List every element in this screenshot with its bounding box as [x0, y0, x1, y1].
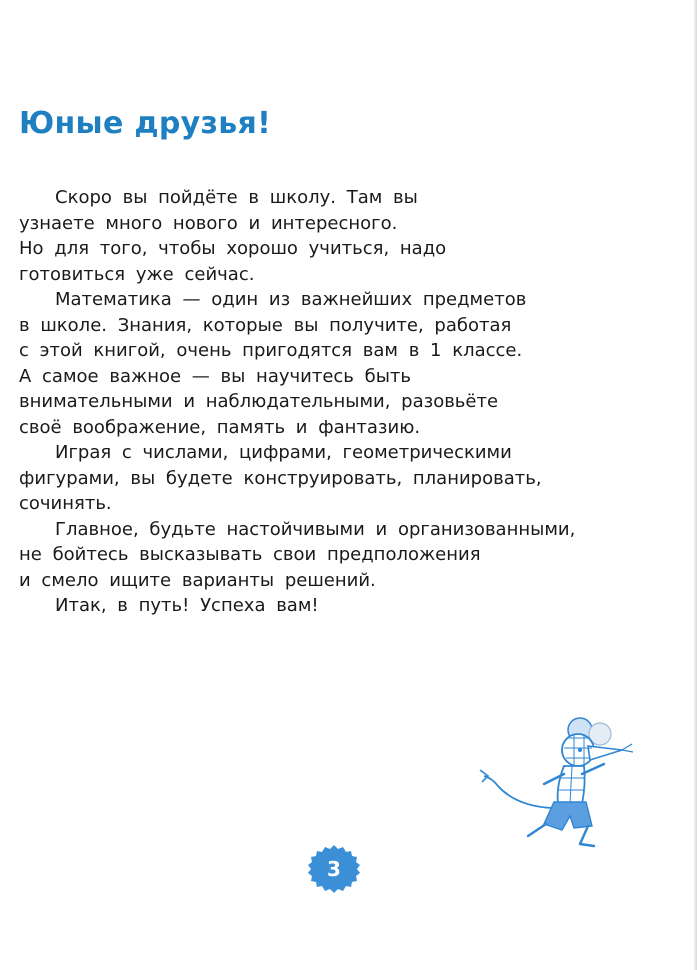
paragraph-line: Главное, будьте настойчивыми и организованными,	[55, 518, 576, 540]
paragraph-line: Скоро вы пойдёте в школу. Там вы	[55, 187, 418, 208]
paragraph-line: узнаете много нового и интересного.	[19, 212, 398, 234]
paragraph-line: в школе. Знания, которые вы получите, работая	[19, 314, 512, 336]
paragraph-line: Играя с числами, цифрами, геометрическими	[55, 442, 512, 463]
paragraph-line: А самое важное — вы научитесь быть	[19, 365, 412, 387]
paragraph-line: фигурами, вы будете конструировать, планировать,	[19, 467, 542, 489]
page-title: Юные друзья!	[19, 106, 272, 141]
paragraph-line: и смело ищите варианты решений.	[19, 569, 376, 591]
paragraph-line: не бойтесь высказывать свои предположения	[19, 544, 481, 565]
paragraph-line: Математика — один из важнейших предметов	[55, 289, 527, 310]
paragraph-line: своё воображение, память и фантазию.	[19, 416, 421, 438]
running-mouse-icon	[476, 716, 636, 851]
paragraph-line: с этой книгой, очень пригодятся вам в 1 классе.	[19, 340, 523, 361]
intro-text	[19, 185, 619, 619]
paragraph-line: внимательными и наблюдательными, разовьёте	[19, 391, 499, 412]
paragraph-line: Итак, в путь! Успеха вам!	[55, 595, 319, 616]
paragraph-line: Но для того, чтобы хорошо учиться, надо	[19, 238, 447, 259]
page-number: 3	[327, 857, 341, 881]
paragraph-line: сочинять.	[19, 493, 112, 514]
paragraph-line: готовиться уже сейчас.	[19, 263, 255, 285]
